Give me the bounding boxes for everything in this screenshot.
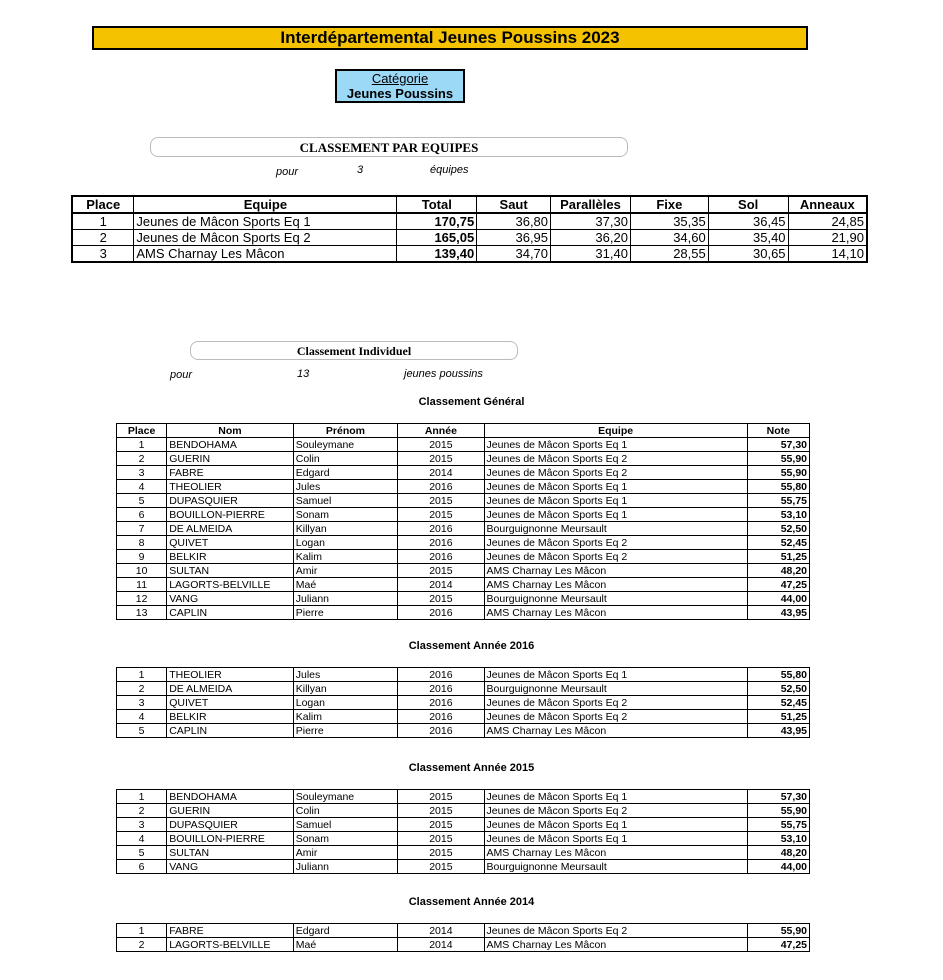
individual-cell: 2015	[398, 832, 484, 846]
individual-cell: 2	[117, 682, 167, 696]
individual-cell: 11	[117, 578, 167, 592]
individual-cell: Logan	[293, 536, 397, 550]
individual-cell: 13	[117, 606, 167, 620]
team-cell: 3	[72, 246, 134, 263]
table-row	[117, 494, 810, 508]
individual-cell: 10	[117, 564, 167, 578]
individual-cell: 2016	[398, 668, 484, 682]
individual-cell: AMS Charnay Les Mâcon	[484, 578, 747, 592]
table-row	[117, 536, 810, 550]
individual-cell: QUIVET	[167, 696, 294, 710]
table-row	[117, 480, 810, 494]
individual-cell: BELKIR	[167, 710, 294, 724]
individual-cell: 2016	[398, 724, 484, 738]
team-cell: 36,80	[477, 213, 551, 230]
table-row	[117, 452, 810, 466]
individual-cell: Jeunes de Mâcon Sports Eq 1	[484, 790, 747, 804]
team-cell: 36,45	[708, 213, 788, 230]
team-cell: 31,40	[551, 246, 631, 263]
individual-cell: Jeunes de Mâcon Sports Eq 2	[484, 550, 747, 564]
team-col-header: Total	[397, 196, 477, 213]
individual-cell: Bourguignonne Meursault	[484, 522, 747, 536]
individual-cell: VANG	[167, 592, 294, 606]
individual-col-header: Equipe	[484, 424, 747, 438]
year-2016-title: Classement Année 2016	[408, 640, 535, 652]
individual-cell: 4	[117, 832, 167, 846]
team-unit: équipes	[430, 164, 469, 176]
individual-col-header: Nom	[167, 424, 294, 438]
individual-cell: Jeunes de Mâcon Sports Eq 1	[484, 508, 747, 522]
individual-cell: 52,50	[747, 682, 809, 696]
individual-cell: 2015	[398, 564, 484, 578]
table-row	[72, 230, 867, 246]
individual-cell: Jeunes de Mâcon Sports Eq 2	[484, 710, 747, 724]
individual-cell: 12	[117, 592, 167, 606]
individual-cell: Kalim	[293, 710, 397, 724]
table-row	[117, 860, 810, 874]
individual-cell: Samuel	[293, 494, 397, 508]
individual-cell: AMS Charnay Les Mâcon	[484, 564, 747, 578]
individual-cell: 52,50	[747, 522, 809, 536]
individual-cell: 43,95	[747, 724, 809, 738]
individual-cell: Bourguignonne Meursault	[484, 682, 747, 696]
individual-cell: 2015	[398, 508, 484, 522]
individual-cell: 3	[117, 696, 167, 710]
individual-cell: 52,45	[747, 696, 809, 710]
year-2015-table	[116, 789, 810, 874]
team-cell: 165,05	[397, 230, 477, 246]
individual-cell: Jeunes de Mâcon Sports Eq 1	[484, 818, 747, 832]
individual-cell: Jeunes de Mâcon Sports Eq 1	[484, 438, 747, 452]
individual-cell: SULTAN	[167, 846, 294, 860]
team-col-header: Parallèles	[551, 196, 631, 213]
individual-cell: 55,90	[747, 804, 809, 818]
table-row	[117, 578, 810, 592]
category-box	[335, 69, 465, 103]
individual-cell: 2014	[398, 938, 484, 952]
general-ranking-table	[116, 423, 810, 620]
table-row	[117, 550, 810, 564]
individual-cell: VANG	[167, 860, 294, 874]
individual-cell: LAGORTS-BELVILLE	[167, 938, 294, 952]
individual-table-header	[117, 424, 810, 438]
individual-cell: Colin	[293, 804, 397, 818]
individual-cell: LAGORTS-BELVILLE	[167, 578, 294, 592]
individual-cell: 2016	[398, 480, 484, 494]
individual-cell: Jules	[293, 480, 397, 494]
individual-cell: 44,00	[747, 860, 809, 874]
table-row	[117, 522, 810, 536]
team-col-header: Place	[72, 196, 134, 213]
table-row	[117, 804, 810, 818]
individual-cell: 2016	[398, 606, 484, 620]
individual-cell: 9	[117, 550, 167, 564]
table-row	[117, 696, 810, 710]
individual-cell: Jules	[293, 668, 397, 682]
individual-cell: Jeunes de Mâcon Sports Eq 2	[484, 924, 747, 938]
individual-cell: 4	[117, 710, 167, 724]
team-cell: 36,95	[477, 230, 551, 246]
individual-cell: Pierre	[293, 724, 397, 738]
individual-cell: Edgard	[293, 466, 397, 480]
individual-cell: 8	[117, 536, 167, 550]
individual-cell: 55,90	[747, 924, 809, 938]
table-row	[117, 592, 810, 606]
individual-cell: 2014	[398, 924, 484, 938]
team-cell: 36,20	[551, 230, 631, 246]
individual-cell: 55,90	[747, 466, 809, 480]
table-row	[117, 710, 810, 724]
individual-cell: 2016	[398, 550, 484, 564]
individual-cell: Logan	[293, 696, 397, 710]
team-col-header: Fixe	[630, 196, 708, 213]
individual-cell: 2	[117, 804, 167, 818]
team-cell: 37,30	[551, 213, 631, 230]
individual-cell: THEOLIER	[167, 480, 294, 494]
individual-cell: 1	[117, 668, 167, 682]
table-row	[117, 846, 810, 860]
individual-cell: Killyan	[293, 522, 397, 536]
individual-col-header: Prénom	[293, 424, 397, 438]
individual-cell: GUERIN	[167, 452, 294, 466]
team-cell: Jeunes de Mâcon Sports Eq 2	[134, 230, 397, 246]
table-row	[117, 564, 810, 578]
table-row	[117, 466, 810, 480]
individual-cell: Jeunes de Mâcon Sports Eq 1	[484, 494, 747, 508]
individual-cell: 2015	[398, 438, 484, 452]
team-cell: 35,40	[708, 230, 788, 246]
individual-cell: DUPASQUIER	[167, 818, 294, 832]
individual-cell: 4	[117, 480, 167, 494]
individual-cell: 55,75	[747, 818, 809, 832]
individual-cell: 6	[117, 860, 167, 874]
individual-cell: 2016	[398, 696, 484, 710]
team-cell: 34,70	[477, 246, 551, 263]
individual-cell: Bourguignonne Meursault	[484, 860, 747, 874]
table-row	[117, 668, 810, 682]
individual-cell: 5	[117, 494, 167, 508]
individual-cell: Juliann	[293, 860, 397, 874]
individual-cell: 2016	[398, 522, 484, 536]
team-for-word: pour	[276, 166, 299, 178]
individual-cell: Jeunes de Mâcon Sports Eq 2	[484, 804, 747, 818]
table-row	[117, 832, 810, 846]
individual-cell: Souleymane	[293, 790, 397, 804]
individual-cell: 2014	[398, 578, 484, 592]
team-cell: AMS Charnay Les Mâcon	[134, 246, 397, 263]
individual-for-word: pour	[170, 369, 193, 381]
individual-cell: 44,00	[747, 592, 809, 606]
individual-cell: 53,10	[747, 508, 809, 522]
individual-cell: Jeunes de Mâcon Sports Eq 2	[484, 536, 747, 550]
table-row	[117, 508, 810, 522]
year-2014-title: Classement Année 2014	[408, 896, 535, 908]
individual-cell: FABRE	[167, 466, 294, 480]
individual-cell: Jeunes de Mâcon Sports Eq 1	[484, 668, 747, 682]
individual-cell: 55,80	[747, 668, 809, 682]
individual-cell: CAPLIN	[167, 724, 294, 738]
individual-cell: Pierre	[293, 606, 397, 620]
individual-cell: 7	[117, 522, 167, 536]
team-table-header	[72, 196, 867, 213]
table-row	[117, 682, 810, 696]
individual-cell: 55,90	[747, 452, 809, 466]
individual-cell: 2015	[398, 860, 484, 874]
individual-cell: 3	[117, 466, 167, 480]
individual-cell: 2015	[398, 592, 484, 606]
individual-cell: 2015	[398, 804, 484, 818]
individual-cell: 2015	[398, 494, 484, 508]
team-cell: 139,40	[397, 246, 477, 263]
team-col-header: Anneaux	[788, 196, 867, 213]
team-count: 3	[357, 164, 364, 176]
individual-col-header: Place	[117, 424, 167, 438]
team-cell: 21,90	[788, 230, 867, 246]
individual-cell: 2015	[398, 846, 484, 860]
individual-cell: 47,25	[747, 578, 809, 592]
team-cell: 2	[72, 230, 134, 246]
individual-cell: CAPLIN	[167, 606, 294, 620]
individual-cell: SULTAN	[167, 564, 294, 578]
team-cell: 34,60	[630, 230, 708, 246]
individual-cell: 2016	[398, 536, 484, 550]
table-row	[117, 924, 810, 938]
team-cell: 28,55	[630, 246, 708, 263]
individual-cell: 57,30	[747, 790, 809, 804]
page-title: Interdépartemental Jeunes Poussins 2023	[92, 26, 808, 50]
individual-cell: 52,45	[747, 536, 809, 550]
individual-cell: BOUILLON-PIERRE	[167, 508, 294, 522]
team-ranking-table	[71, 195, 868, 263]
individual-cell: 2016	[398, 682, 484, 696]
individual-cell: Maé	[293, 578, 397, 592]
individual-cell: DE ALMEIDA	[167, 522, 294, 536]
category-value: Jeunes Poussins	[346, 86, 454, 101]
table-row	[117, 938, 810, 952]
individual-cell: Sonam	[293, 508, 397, 522]
individual-cell: 47,25	[747, 938, 809, 952]
individual-cell: 2	[117, 938, 167, 952]
individual-cell: Juliann	[293, 592, 397, 606]
team-ranking-heading: CLASSEMENT PAR EQUIPES	[150, 137, 628, 157]
individual-cell: 2014	[398, 466, 484, 480]
individual-cell: Colin	[293, 452, 397, 466]
individual-cell: AMS Charnay Les Mâcon	[484, 938, 747, 952]
individual-cell: AMS Charnay Les Mâcon	[484, 846, 747, 860]
individual-cell: 2	[117, 452, 167, 466]
table-row	[117, 438, 810, 452]
individual-cell: BENDOHAMA	[167, 438, 294, 452]
individual-col-header: Année	[398, 424, 484, 438]
individual-cell: QUIVET	[167, 536, 294, 550]
individual-cell: Jeunes de Mâcon Sports Eq 1	[484, 832, 747, 846]
individual-cell: Amir	[293, 564, 397, 578]
individual-cell: Maé	[293, 938, 397, 952]
individual-cell: 53,10	[747, 832, 809, 846]
individual-cell: Souleymane	[293, 438, 397, 452]
table-row	[117, 606, 810, 620]
team-cell: 35,35	[630, 213, 708, 230]
table-row	[117, 790, 810, 804]
table-row	[72, 246, 867, 263]
individual-cell: Bourguignonne Meursault	[484, 592, 747, 606]
table-row	[72, 213, 867, 230]
individual-unit: jeunes poussins	[404, 368, 483, 380]
individual-cell: Amir	[293, 846, 397, 860]
individual-cell: Jeunes de Mâcon Sports Eq 2	[484, 466, 747, 480]
team-cell: 1	[72, 213, 134, 230]
individual-cell: 55,75	[747, 494, 809, 508]
individual-cell: Kalim	[293, 550, 397, 564]
table-row	[117, 724, 810, 738]
team-cell: 14,10	[788, 246, 867, 263]
individual-cell: 1	[117, 790, 167, 804]
year-2014-table	[116, 923, 810, 952]
individual-cell: 1	[117, 924, 167, 938]
individual-cell: 2016	[398, 710, 484, 724]
team-cell: 30,65	[708, 246, 788, 263]
individual-cell: Samuel	[293, 818, 397, 832]
individual-cell: 51,25	[747, 550, 809, 564]
individual-cell: AMS Charnay Les Mâcon	[484, 606, 747, 620]
individual-cell: 51,25	[747, 710, 809, 724]
individual-cell: 48,20	[747, 564, 809, 578]
individual-count: 13	[297, 368, 310, 380]
team-cell: 24,85	[788, 213, 867, 230]
team-col-header: Equipe	[134, 196, 397, 213]
individual-cell: DE ALMEIDA	[167, 682, 294, 696]
individual-cell: 3	[117, 818, 167, 832]
individual-ranking-heading: Classement Individuel	[190, 341, 518, 360]
year-2016-table	[116, 667, 810, 738]
individual-cell: 5	[117, 724, 167, 738]
individual-cell: BELKIR	[167, 550, 294, 564]
individual-cell: Jeunes de Mâcon Sports Eq 2	[484, 452, 747, 466]
individual-cell: 48,20	[747, 846, 809, 860]
individual-cell: 57,30	[747, 438, 809, 452]
individual-cell: 2015	[398, 818, 484, 832]
individual-cell: 2015	[398, 790, 484, 804]
individual-cell: Killyan	[293, 682, 397, 696]
individual-cell: Jeunes de Mâcon Sports Eq 2	[484, 696, 747, 710]
individual-cell: Edgard	[293, 924, 397, 938]
individual-cell: BOUILLON-PIERRE	[167, 832, 294, 846]
table-row	[117, 818, 810, 832]
individual-col-header: Note	[747, 424, 809, 438]
individual-cell: 6	[117, 508, 167, 522]
individual-cell: 5	[117, 846, 167, 860]
team-col-header: Saut	[477, 196, 551, 213]
individual-cell: AMS Charnay Les Mâcon	[484, 724, 747, 738]
team-cell: Jeunes de Mâcon Sports Eq 1	[134, 213, 397, 230]
individual-cell: Sonam	[293, 832, 397, 846]
year-2015-title: Classement Année 2015	[408, 762, 535, 774]
individual-cell: Jeunes de Mâcon Sports Eq 1	[484, 480, 747, 494]
general-ranking-title: Classement Général	[418, 396, 525, 408]
individual-cell: 43,95	[747, 606, 809, 620]
individual-cell: 1	[117, 438, 167, 452]
individual-cell: BENDOHAMA	[167, 790, 294, 804]
team-col-header: Sol	[708, 196, 788, 213]
individual-cell: 2015	[398, 452, 484, 466]
individual-cell: THEOLIER	[167, 668, 294, 682]
individual-cell: GUERIN	[167, 804, 294, 818]
category-label: Catégorie	[371, 71, 429, 86]
individual-cell: DUPASQUIER	[167, 494, 294, 508]
individual-cell: 55,80	[747, 480, 809, 494]
team-cell: 170,75	[397, 213, 477, 230]
individual-cell: FABRE	[167, 924, 294, 938]
